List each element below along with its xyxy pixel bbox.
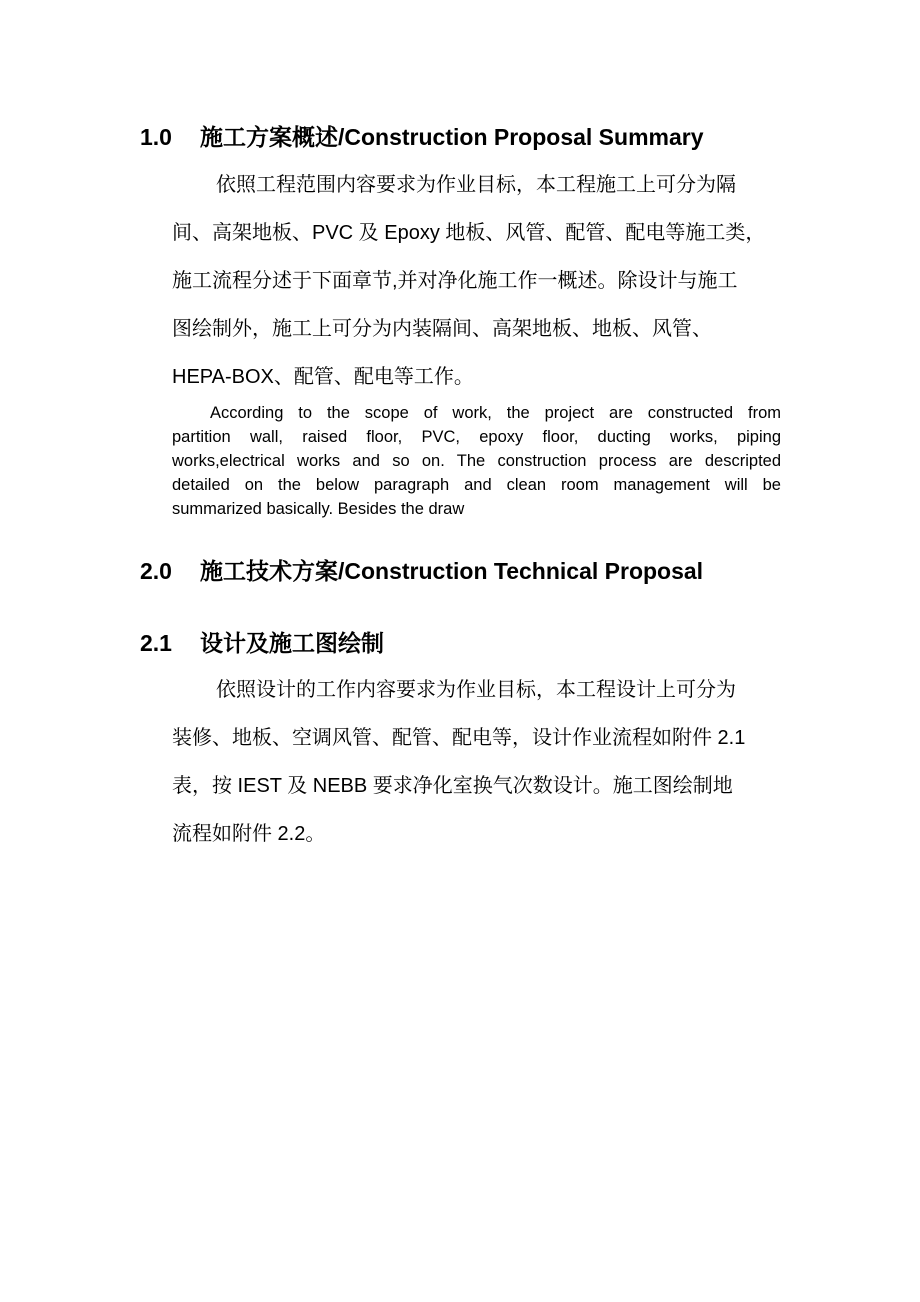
section-1-cn-line-1: 依照工程范围内容要求为作业目标，本工程施工上可分为隔	[216, 174, 736, 196]
section-1-cn-line-3: 施工流程分述于下面章节,并对净化施工作一概述。除设计与施工	[172, 270, 738, 292]
section-2-1-cn-line-1: 依照设计的工作内容要求为作业目标，本工程设计上可分为	[216, 679, 736, 701]
section-2-title: 施工技术方案/Construction Technical Proposal	[200, 558, 704, 584]
section-2-1-cn-line-2: 装修、地板、空调风管、配管、配电等，设计作业流程如附件 2.1	[172, 727, 746, 749]
section-2-heading	[140, 556, 703, 586]
section-1-en-line-4: detailed on the below paragraph and clean room management will be	[172, 476, 781, 494]
section-2-1-title: 设计及施工图绘制	[200, 630, 384, 656]
section-2-1-chinese-paragraph	[172, 666, 782, 858]
section-1-en-line-5: summarized basically. Besides the draw	[172, 500, 465, 518]
section-2-number: 2.0	[140, 558, 172, 584]
section-1-english-paragraph	[172, 401, 781, 521]
section-1-en-line-2: partition wall, raised floor, PVC, epoxy floor, ducting works, piping	[172, 428, 781, 446]
section-1-en-line-3: works,electrical works and so on. The construction process are descripted	[172, 452, 781, 470]
section-1-heading	[140, 122, 704, 152]
section-1-chinese-paragraph	[172, 161, 782, 401]
section-2-1-heading	[140, 628, 384, 658]
section-2-1-cn-line-3: 表，按 IEST 及 NEBB 要求净化室换气次数设计。施工图绘制地	[172, 775, 733, 797]
section-1-cn-line-2: 间、高架地板、PVC 及 Epoxy 地板、风管、配管、配电等施工类，	[172, 222, 766, 244]
section-2-1-cn-line-4: 流程如附件 2.2。	[172, 823, 326, 845]
section-1-title: 施工方案概述/Construction Proposal Summary	[200, 124, 704, 150]
section-1-cn-line-5: HEPA-BOX、配管、配电等工作。	[172, 366, 474, 388]
section-1-number: 1.0	[140, 124, 172, 150]
section-1-en-line-1: According to the scope of work, the project are constructed from	[210, 404, 781, 422]
section-2-1-number: 2.1	[140, 630, 172, 656]
section-1-cn-line-4: 图绘制外，施工上可分为内装隔间、高架地板、地板、风管、	[172, 318, 712, 340]
